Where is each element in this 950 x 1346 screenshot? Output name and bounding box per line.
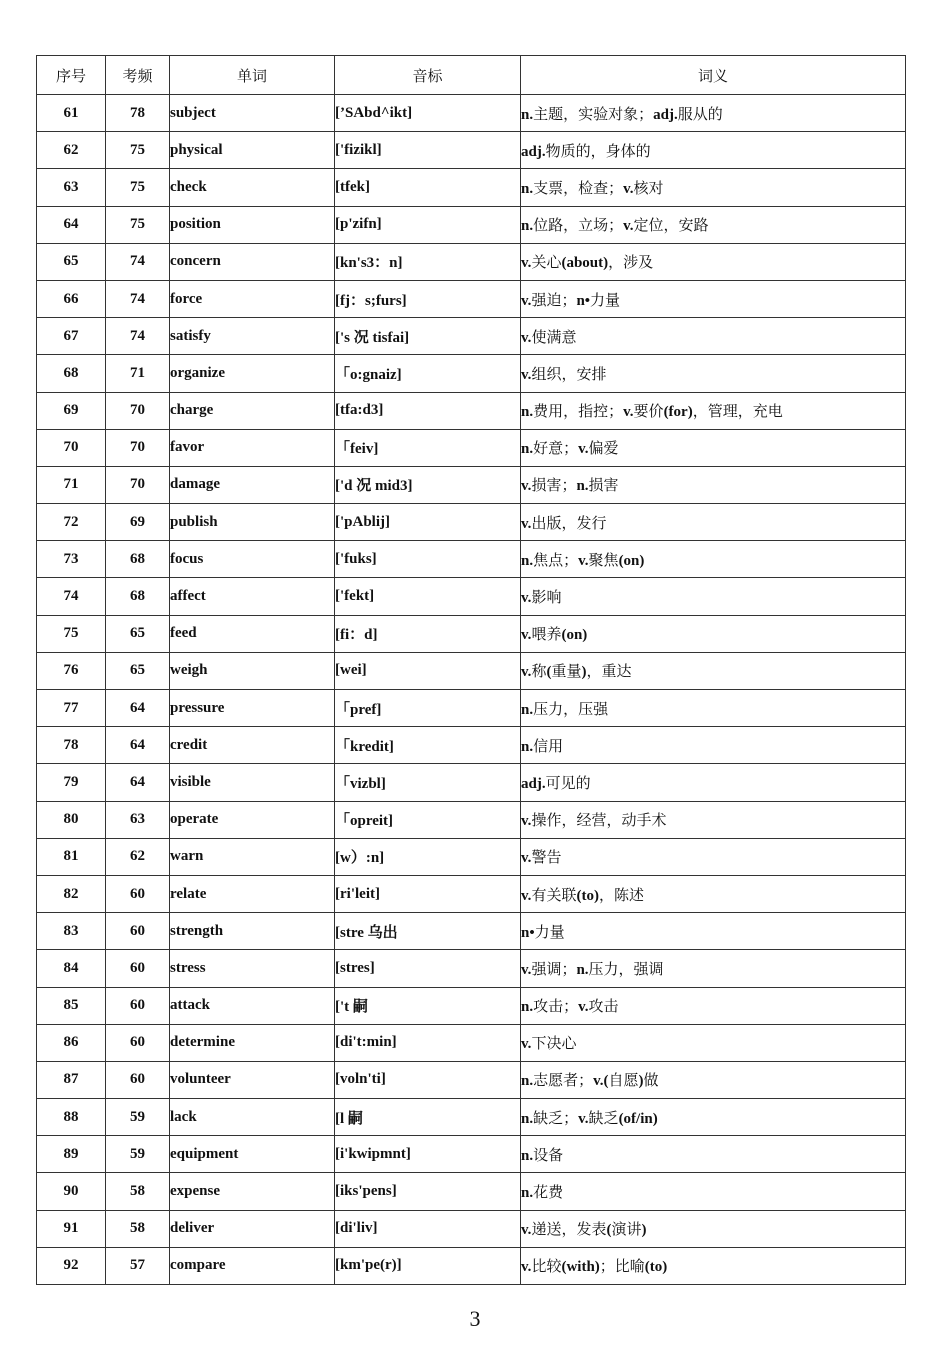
ipa-cell: [ri'leit] — [335, 875, 521, 912]
freq-cell: 68 — [106, 541, 170, 578]
table-row — [37, 838, 906, 875]
freq-cell: 74 — [106, 243, 170, 280]
word-cell: pressure — [170, 690, 335, 727]
ipa-cell: 「pref] — [335, 690, 521, 727]
ipa-cell: [di't:min] — [335, 1024, 521, 1061]
num-cell: 86 — [37, 1024, 106, 1061]
table-row — [37, 541, 906, 578]
ipa-cell: 「opreit] — [335, 801, 521, 838]
ipa-cell: [tfek] — [335, 169, 521, 206]
word-cell: visible — [170, 764, 335, 801]
num-cell: 85 — [37, 987, 106, 1024]
table-row — [37, 95, 906, 132]
freq-cell: 62 — [106, 838, 170, 875]
num-cell: 73 — [37, 541, 106, 578]
definition-cell: adj.物质的，身体的 — [521, 132, 906, 169]
word-cell: warn — [170, 838, 335, 875]
num-cell: 71 — [37, 466, 106, 503]
freq-cell: 60 — [106, 950, 170, 987]
word-cell: position — [170, 206, 335, 243]
ipa-cell: [fj：s;furs] — [335, 280, 521, 317]
vocabulary-table — [36, 55, 906, 1285]
freq-cell: 75 — [106, 132, 170, 169]
ipa-cell: [kn's3：n] — [335, 243, 521, 280]
num-cell: 80 — [37, 801, 106, 838]
header-num: 序号 — [37, 56, 106, 95]
freq-cell: 65 — [106, 615, 170, 652]
definition-cell: n.攻击；v.攻击 — [521, 987, 906, 1024]
freq-cell: 69 — [106, 504, 170, 541]
ipa-cell: 「kredit] — [335, 727, 521, 764]
num-cell: 89 — [37, 1136, 106, 1173]
num-cell: 87 — [37, 1061, 106, 1098]
table-row — [37, 132, 906, 169]
num-cell: 91 — [37, 1210, 106, 1247]
table-row — [37, 206, 906, 243]
definition-cell: v.有关联(to)，陈述 — [521, 875, 906, 912]
freq-cell: 60 — [106, 1061, 170, 1098]
ipa-cell: [fi：d] — [335, 615, 521, 652]
freq-cell: 70 — [106, 466, 170, 503]
freq-cell: 58 — [106, 1210, 170, 1247]
ipa-cell: [km'pe(r)] — [335, 1247, 521, 1284]
word-cell: strength — [170, 913, 335, 950]
num-cell: 72 — [37, 504, 106, 541]
table-row — [37, 652, 906, 689]
definition-cell: n.设备 — [521, 1136, 906, 1173]
ipa-cell: [wei] — [335, 652, 521, 689]
ipa-cell: ['fuks] — [335, 541, 521, 578]
ipa-cell: [l 嗣 — [335, 1099, 521, 1136]
table-header — [37, 56, 906, 95]
definition-cell: v.警告 — [521, 838, 906, 875]
word-cell: compare — [170, 1247, 335, 1284]
ipa-cell: [iks'pens] — [335, 1173, 521, 1210]
num-cell: 83 — [37, 913, 106, 950]
num-cell: 84 — [37, 950, 106, 987]
freq-cell: 74 — [106, 280, 170, 317]
num-cell: 77 — [37, 690, 106, 727]
word-cell: affect — [170, 578, 335, 615]
freq-cell: 59 — [106, 1136, 170, 1173]
table-row — [37, 318, 906, 355]
num-cell: 62 — [37, 132, 106, 169]
header-freq: 考频 — [106, 56, 170, 95]
table-row — [37, 392, 906, 429]
word-cell: favor — [170, 429, 335, 466]
definition-cell: v.强调；n.压力，强调 — [521, 950, 906, 987]
num-cell: 79 — [37, 764, 106, 801]
definition-cell: v.影响 — [521, 578, 906, 615]
ipa-cell: 「vizbl] — [335, 764, 521, 801]
word-cell: stress — [170, 950, 335, 987]
header-word: 单词 — [170, 56, 335, 95]
definition-cell: v.损害；n.损害 — [521, 466, 906, 503]
word-cell: physical — [170, 132, 335, 169]
table-row — [37, 169, 906, 206]
freq-cell: 64 — [106, 690, 170, 727]
num-cell: 66 — [37, 280, 106, 317]
definition-cell: n.主题，实验对象；adj.服从的 — [521, 95, 906, 132]
freq-cell: 74 — [106, 318, 170, 355]
definition-cell: v.递送，发表(演讲) — [521, 1210, 906, 1247]
num-cell: 78 — [37, 727, 106, 764]
ipa-cell: ['t 嗣 — [335, 987, 521, 1024]
page-number: 3 — [469, 1306, 481, 1331]
num-cell: 82 — [37, 875, 106, 912]
definition-cell: n.好意；v.偏爱 — [521, 429, 906, 466]
word-cell: damage — [170, 466, 335, 503]
definition-cell: v.强迫；n•力量 — [521, 280, 906, 317]
word-cell: organize — [170, 355, 335, 392]
table-row — [37, 1247, 906, 1284]
ipa-cell: ['d 况 mid3] — [335, 466, 521, 503]
definition-cell: v.组织，安排 — [521, 355, 906, 392]
num-cell: 64 — [37, 206, 106, 243]
num-cell: 81 — [37, 838, 106, 875]
freq-cell: 59 — [106, 1099, 170, 1136]
word-cell: check — [170, 169, 335, 206]
word-cell: expense — [170, 1173, 335, 1210]
ipa-cell: ['s 况 tisfai] — [335, 318, 521, 355]
table-row — [37, 764, 906, 801]
definition-cell: v.操作，经营，动手术 — [521, 801, 906, 838]
freq-cell: 60 — [106, 987, 170, 1024]
num-cell: 69 — [37, 392, 106, 429]
definition-cell: v.关心(about)，涉及 — [521, 243, 906, 280]
num-cell: 88 — [37, 1099, 106, 1136]
ipa-cell: [i'kwipmnt] — [335, 1136, 521, 1173]
word-cell: lack — [170, 1099, 335, 1136]
num-cell: 90 — [37, 1173, 106, 1210]
table-row — [37, 1024, 906, 1061]
definition-cell: v.下决心 — [521, 1024, 906, 1061]
word-cell: determine — [170, 1024, 335, 1061]
word-cell: attack — [170, 987, 335, 1024]
freq-cell: 70 — [106, 392, 170, 429]
ipa-cell: [stres] — [335, 950, 521, 987]
num-cell: 61 — [37, 95, 106, 132]
table-row — [37, 429, 906, 466]
table-row — [37, 615, 906, 652]
table-row — [37, 801, 906, 838]
ipa-cell: ['fekt] — [335, 578, 521, 615]
ipa-cell: 「o:gnaiz] — [335, 355, 521, 392]
freq-cell: 68 — [106, 578, 170, 615]
freq-cell: 70 — [106, 429, 170, 466]
table-row — [37, 913, 906, 950]
freq-cell: 65 — [106, 652, 170, 689]
table-body — [37, 95, 906, 1285]
definition-cell: n.支票，检查；v.核对 — [521, 169, 906, 206]
definition-cell: n•力量 — [521, 913, 906, 950]
num-cell: 76 — [37, 652, 106, 689]
word-cell: feed — [170, 615, 335, 652]
table-row — [37, 690, 906, 727]
num-cell: 75 — [37, 615, 106, 652]
table-row — [37, 875, 906, 912]
definition-cell: n.志愿者；v.(自愿)做 — [521, 1061, 906, 1098]
word-cell: publish — [170, 504, 335, 541]
freq-cell: 58 — [106, 1173, 170, 1210]
table-row — [37, 355, 906, 392]
word-cell: force — [170, 280, 335, 317]
word-cell: relate — [170, 875, 335, 912]
word-cell: deliver — [170, 1210, 335, 1247]
header-row — [37, 56, 906, 95]
word-cell: focus — [170, 541, 335, 578]
ipa-cell: 「feiv] — [335, 429, 521, 466]
freq-cell: 64 — [106, 764, 170, 801]
word-cell: subject — [170, 95, 335, 132]
definition-cell: n.费用，指控；v.要价(for)，管理，充电 — [521, 392, 906, 429]
num-cell: 65 — [37, 243, 106, 280]
freq-cell: 57 — [106, 1247, 170, 1284]
ipa-cell: [p'zifn] — [335, 206, 521, 243]
table-row — [37, 578, 906, 615]
table-row — [37, 280, 906, 317]
definition-cell: v.出版，发行 — [521, 504, 906, 541]
table-row — [37, 1210, 906, 1247]
table-row — [37, 466, 906, 503]
definition-cell: n.信用 — [521, 727, 906, 764]
ipa-cell: [stre 乌出 — [335, 913, 521, 950]
ipa-cell: [voln'ti] — [335, 1061, 521, 1098]
definition-cell: v.使满意 — [521, 318, 906, 355]
freq-cell: 75 — [106, 169, 170, 206]
word-cell: satisfy — [170, 318, 335, 355]
table-row — [37, 1099, 906, 1136]
table-row — [37, 504, 906, 541]
table-row — [37, 987, 906, 1024]
definition-cell: v.称(重量)，重达 — [521, 652, 906, 689]
definition-cell: n.缺乏；v.缺乏(of/in) — [521, 1099, 906, 1136]
header-def: 词义 — [521, 56, 906, 95]
ipa-cell: ['fizikl] — [335, 132, 521, 169]
definition-cell: n.焦点；v.聚焦(on) — [521, 541, 906, 578]
word-cell: volunteer — [170, 1061, 335, 1098]
ipa-cell: [’SAbd^ikt] — [335, 95, 521, 132]
num-cell: 67 — [37, 318, 106, 355]
word-cell: operate — [170, 801, 335, 838]
table-row — [37, 1061, 906, 1098]
ipa-cell: ['pAblij] — [335, 504, 521, 541]
freq-cell: 60 — [106, 875, 170, 912]
num-cell: 92 — [37, 1247, 106, 1284]
freq-cell: 60 — [106, 1024, 170, 1061]
table-row — [37, 950, 906, 987]
word-cell: weigh — [170, 652, 335, 689]
freq-cell: 75 — [106, 206, 170, 243]
num-cell: 63 — [37, 169, 106, 206]
word-cell: credit — [170, 727, 335, 764]
definition-cell: v.喂养(on) — [521, 615, 906, 652]
ipa-cell: [tfa:d3] — [335, 392, 521, 429]
num-cell: 68 — [37, 355, 106, 392]
table-row — [37, 1136, 906, 1173]
freq-cell: 63 — [106, 801, 170, 838]
num-cell: 70 — [37, 429, 106, 466]
freq-cell: 71 — [106, 355, 170, 392]
definition-cell: v.比较(with)；比喻(to) — [521, 1247, 906, 1284]
definition-cell: n.位路，立场；v.定位，安路 — [521, 206, 906, 243]
num-cell: 74 — [37, 578, 106, 615]
freq-cell: 78 — [106, 95, 170, 132]
word-cell: charge — [170, 392, 335, 429]
definition-cell: n.花费 — [521, 1173, 906, 1210]
ipa-cell: [di'liv] — [335, 1210, 521, 1247]
word-cell: concern — [170, 243, 335, 280]
table-row — [37, 1173, 906, 1210]
table-row — [37, 727, 906, 764]
ipa-cell: [w）:n] — [335, 838, 521, 875]
table-row — [37, 243, 906, 280]
freq-cell: 60 — [106, 913, 170, 950]
definition-cell: adj.可见的 — [521, 764, 906, 801]
definition-cell: n.压力，压强 — [521, 690, 906, 727]
header-ipa: 音标 — [335, 56, 521, 95]
freq-cell: 64 — [106, 727, 170, 764]
word-cell: equipment — [170, 1136, 335, 1173]
